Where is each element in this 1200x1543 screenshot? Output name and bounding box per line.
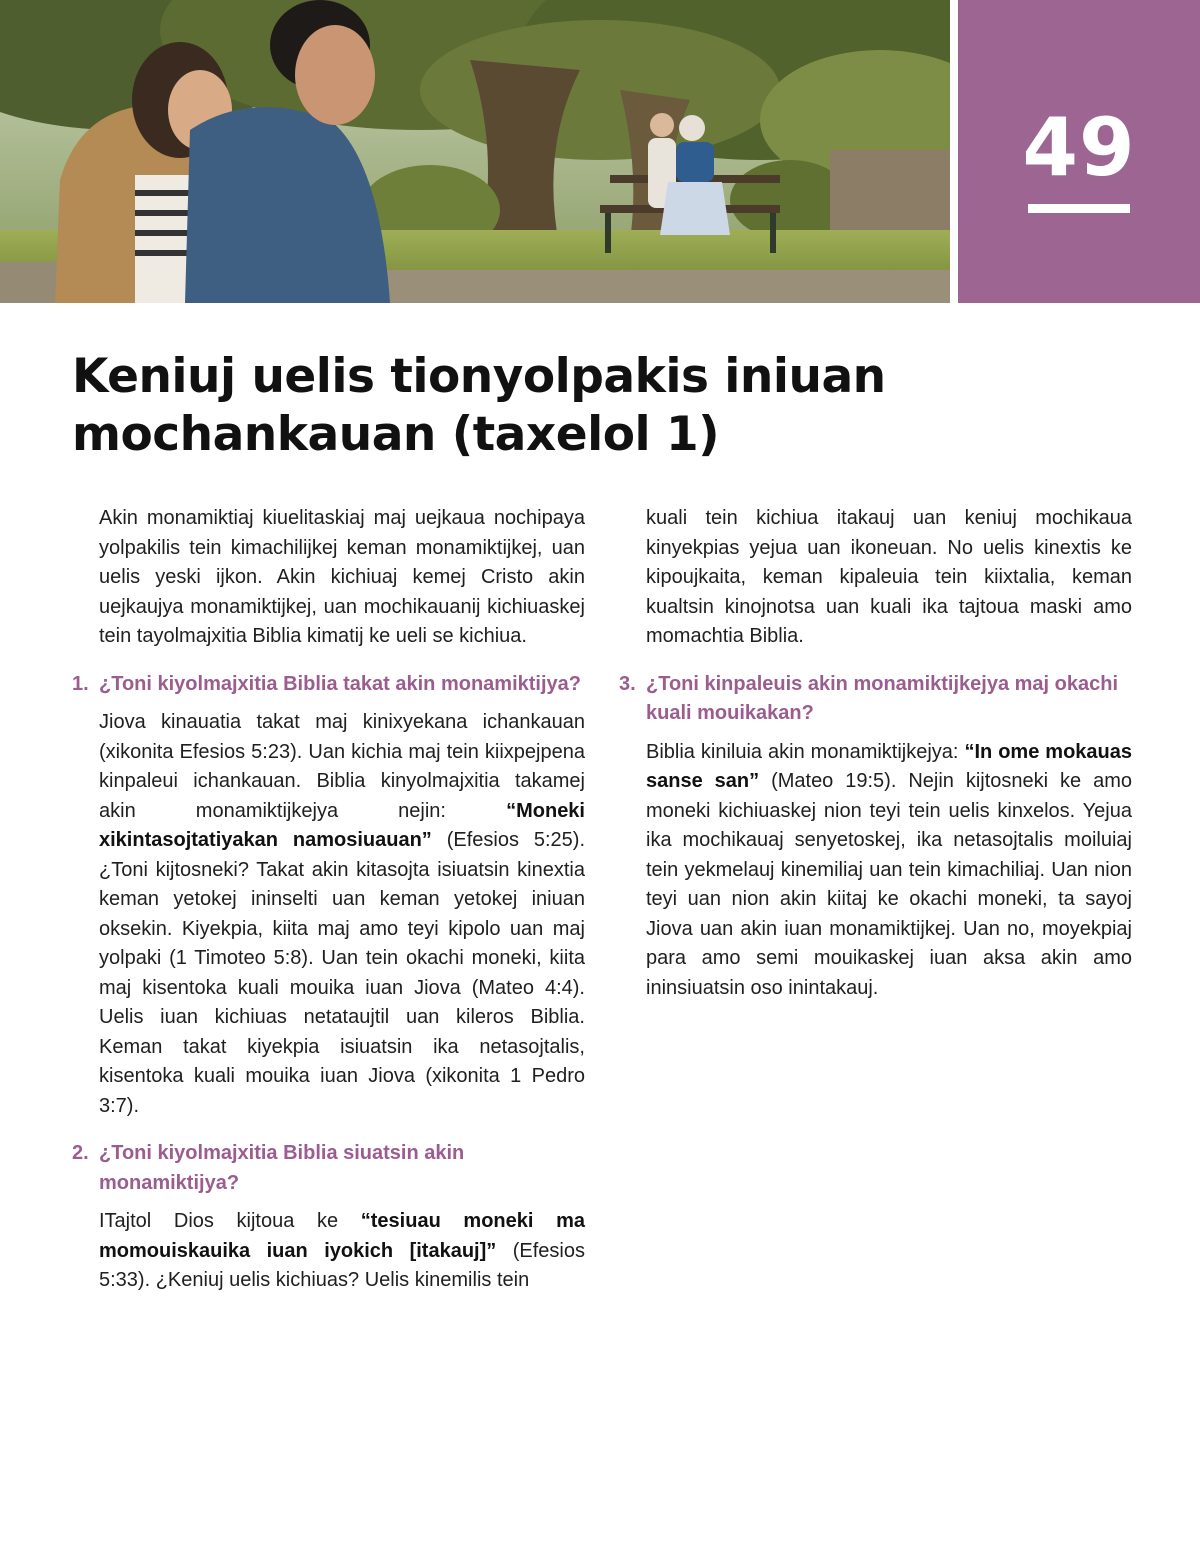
answer-text: Biblia kiniluia akin monamiktijkejya:	[646, 740, 965, 763]
lesson-number-badge	[958, 0, 1200, 303]
scripture-quote: “In ome mokauas sanse san”	[646, 740, 1132, 792]
scripture-quote: “tesiuau moneki ma momouiskauika iuan iyokich [itakauj]”	[99, 1210, 585, 1262]
question-text: ¿Toni kiyolmajxitia Biblia siuatsin akin monamiktijya?	[99, 1142, 465, 1194]
answer-text: (Efesios 5:33). ¿Keniuj uelis kichiuas? Uelis kinemilis tein	[99, 1239, 585, 1291]
answer-text: (Mateo 19:5). Nejin kijtosneki ke amo moneki kichiuaskej nion teyi tein uelis kinxelos. Yejua ika mochikauaj senyetoskej, ika netasojtalis moiluiaj tein yekmelauj kinemiliaj uan tein kimachiliaj. Uan nion teyi uan nion akin kiitaj ke okachi moneki, ta sayoj Jiova uan akin iuan monamiktijkej. Uan no, moyekpiaj para amo semi mouikaskej iuan aksa akin amo ininsiuatsin oso inintakauj.	[646, 770, 1133, 999]
answer-paragraph-2-continued	[646, 504, 1132, 652]
question-number: 2.	[72, 1142, 89, 1164]
left-column	[72, 504, 585, 1296]
intro-paragraph: Akin monamiktiaj kiuelitaskiaj maj uejkaua nochipaya yolpakilis tein kimachilijkej keman monamiktijkej, uan uelis yeski ijkon. Akin kichiuaj kemej Cristo akin uejkaujya monamiktijkej, uan mochikauanij kichiuaskej tein tayolmajxitia Biblia kimatij ke ueli se kichiua.	[99, 507, 585, 647]
title-line-1: Keniuj uelis tionyolpakis iniuan	[72, 349, 886, 404]
badge-underline	[1028, 204, 1130, 213]
question-number: 1.	[72, 672, 89, 695]
right-column	[619, 504, 1133, 1003]
answer-paragraph-3	[646, 738, 1132, 1004]
lesson-number: 49	[1022, 101, 1136, 194]
answer-paragraph-1	[99, 708, 585, 1121]
answer-text: ITajtol Dios kijtoua ke	[99, 1210, 361, 1232]
question-text: ¿Toni kiyolmajxitia Biblia takat akin monamiktijya?	[99, 672, 581, 695]
question-heading-3	[619, 670, 1132, 729]
page-title	[72, 348, 1132, 464]
answer-text: Jiova kinauatia takat maj kinixyekana ichankauan (xikonita Efesios 5:23). Uan kichia maj tein kiixpejpena kinpaleui ichankauan. Biblia kinyolmajxitia takamej akin monamiktijkejya nejin:	[99, 711, 585, 822]
answer-text: (Efesios 5:25). ¿Toni kijtosneki? Takat akin kitasojta isiuatsin kinextia keman yetokej ininselti uan keman yetokej iniuan oksekin. Kiyekpia, kiita maj amo teyi kipolo uan maj yolpaki (1 Timoteo 5:8). Uan tein okachi moneki, kiita maj kisentoka kuali mouika iuan Jiova (Mateo 4:4). Uelis iuan kichiuas netataujtil uan kileros Biblia. Keman takat kiyekpia isiuatsin ika netasojtalis, kisentoka kuali mouika iuan Jiova (xikonita 1 Pedro 3:7).	[99, 829, 585, 1117]
question-heading-1	[72, 670, 585, 700]
question-text: ¿Toni kinpaleuis akin monamiktijkejya maj okachi kuali mouikakan?	[646, 672, 1119, 724]
question-heading-2	[72, 1139, 585, 1198]
answer-text-continued: kuali tein kichiua itakauj uan keniuj mochikaua kinyekpias yejua uan ikoneuan. No uelis kinextis ke kipoujkaita, keman kipaleuia tein kiixtalia, keman kualtsin kinojnotsa uan kuali ika tajtoua maski amo momachtia Biblia.	[646, 507, 1132, 647]
title-line-2: mochankauan (taxelol 1)	[72, 407, 720, 462]
question-number: 3.	[619, 672, 636, 695]
answer-paragraph-2	[99, 1207, 585, 1296]
scripture-quote: “Moneki xikintasojtatiyakan namosiuauan”	[99, 799, 585, 851]
hero-photo	[0, 0, 950, 303]
